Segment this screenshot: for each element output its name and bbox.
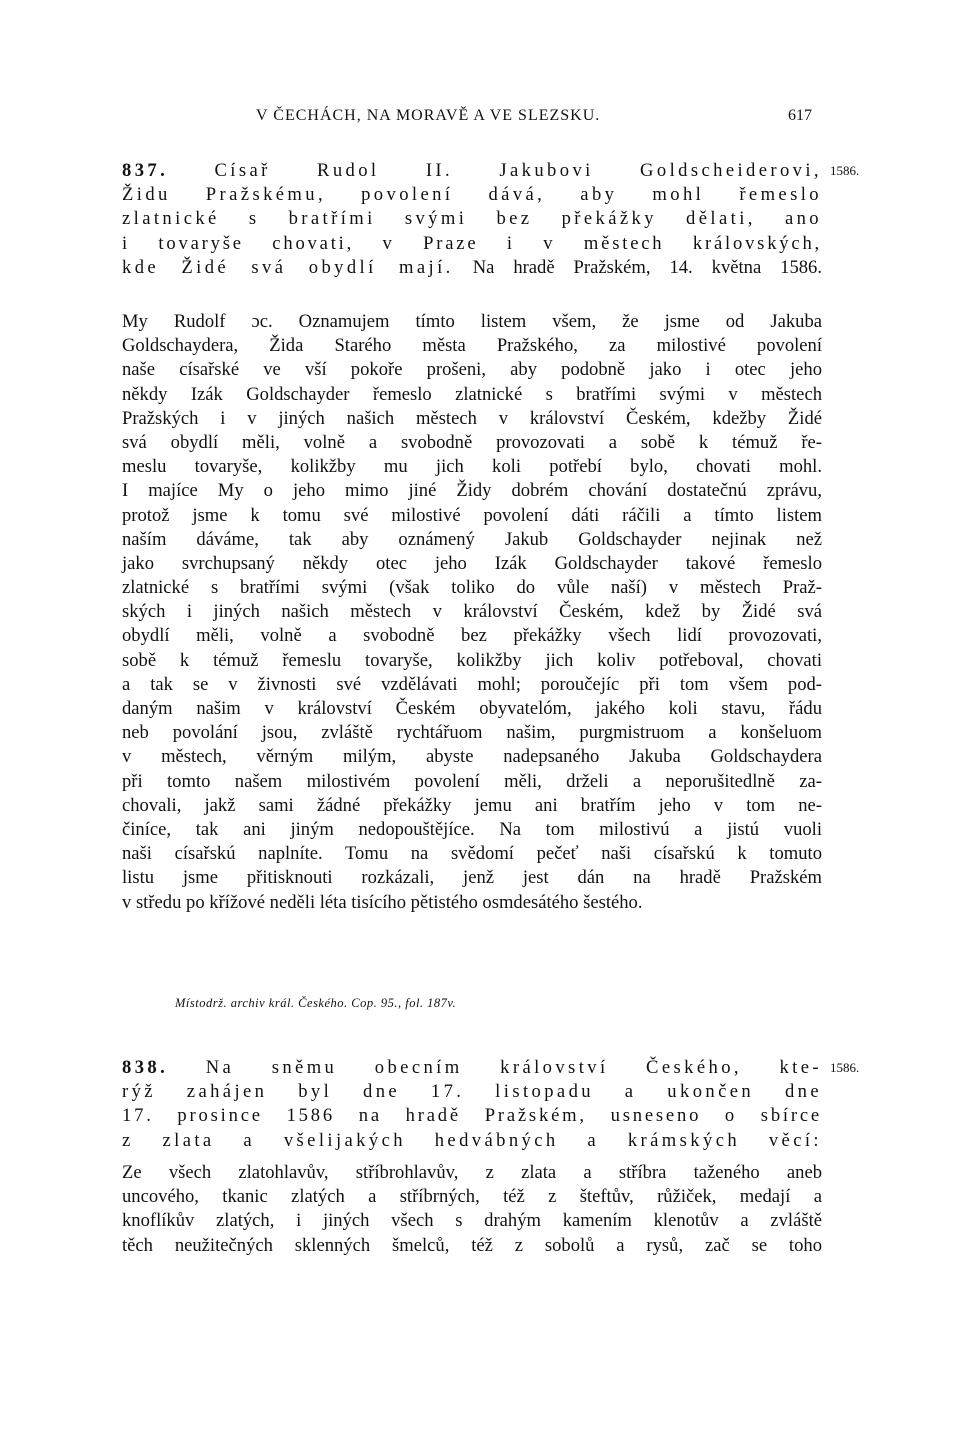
body-line: chovali, jakž sami žádné překážky jemu ani bratřím jeho v tom ne- (122, 794, 822, 816)
body-line: při tomto našem milostivém povolení měli, drželi a neporušitedlně za- (122, 770, 822, 792)
heading-text: Císař Rudol II. Jakubovi Goldscheiderovi, (214, 160, 822, 181)
body-line: těch neužitečných sklenných šmelců, též z sobolů a rysů, zač se toho (122, 1234, 822, 1256)
heading-line: z zlata a všelijakých hedvábných a krámských věcí: (122, 1129, 822, 1151)
body-line: naši císařskú naplníte. Tomu na svědomí pečeť naši císařskú k tomuto (122, 843, 822, 865)
body-line: v městech, věrným milým, abyste nadepsaného Jakuba Goldschaydera (122, 746, 822, 768)
heading-line: i tovaryše chovati, v Praze i v městech královských, (122, 232, 822, 254)
margin-year-837: 1586. (830, 163, 860, 178)
heading-spaced-text: kde Židé svá obydlí mají. (122, 256, 454, 278)
body-line: I majíce My o jeho mimo jiné Židy dobrém chování dostatečnú zprávu, (122, 480, 822, 502)
body-line: protož jsme k tomu své milostivé povolení dáti ráčili a tímto listem (122, 504, 822, 526)
page-number: 617 (788, 107, 812, 124)
body-line: Goldschaydera, Žida Starého města Pražského, za milostivé povolení (122, 335, 822, 357)
body-line: My Rudolf ɔc. Oznamujem tímto listem všem, že jsme od Jakuba (122, 311, 822, 332)
body-line: Ze všech zlatohlavův, stříbrohlavův, z zlata a stříbra taženého aneb (122, 1162, 822, 1183)
body-line: neb povolání jsou, zvláště rychtářuom našim, purgmistruom a konšeluom (122, 722, 822, 744)
doc-number: 838. (122, 1057, 169, 1078)
body-line: uncového, tkanic zlatých a stříbrných, též z šteftův, růžiček, medají a (122, 1186, 822, 1208)
body-line: zlatnické s bratřími svými (však toliko do vůle naší) v městech Praž- (122, 577, 822, 599)
body-line: činíce, tak ani jiným nedopouštějíce. Na tom milostivú a jistú vuoli (122, 818, 822, 840)
body-line: meslu tovaryše, kolikžby mu jich koli potřebí bylo, chovati mohl. (122, 456, 822, 478)
body-line: svá obydlí měli, volně a svobodně provozovati a sobě k témuž ře- (122, 431, 822, 453)
heading-line: rýž zahájen byl dne 17. listopadu a ukončen dne (122, 1081, 822, 1103)
body-line: sobě k témuž řemeslu tovaryše, kolikžby jich koliv potřeboval, chovati (122, 649, 822, 671)
running-header (0, 107, 960, 131)
body-line: a tak se v živnosti své vzdělávati mohl; poroučejíc při tom všem pod- (122, 673, 822, 695)
heading-line (122, 1056, 822, 1080)
doc-number: 837. (122, 160, 169, 181)
body-line: knoflíkův zlatých, i jiných všech s drahým kamením klenotův a zvláště (122, 1210, 822, 1232)
body-line: daným našim v království Českém obyvatelóm, jakého koli stavu, řádu (122, 698, 822, 719)
body-line: ských i jiných našich městech v království Českém, kdež by Židé svá (122, 601, 822, 623)
body-line: někdy Izák Goldschayder řemeslo zlatnické s bratřími svými v městech (122, 383, 822, 405)
margin-year-838: 1586. (830, 1060, 860, 1075)
doc-838-body (122, 1161, 822, 1258)
doc-837-heading (122, 159, 822, 280)
running-title: V ČECHÁCH, NA MORAVĚ A VE SLEZSKU. (256, 107, 601, 124)
heading-line: Židu Pražskému, povolení dává, aby mohl řemeslo (122, 184, 822, 206)
source-citation: Místodrž. archiv král. Českého. Cop. 95., fol. 187v. (175, 996, 457, 1010)
body-line: Pražských i v jiných našich městech v království Českém, kdežby Židé (122, 407, 822, 429)
heading-line (122, 256, 822, 280)
heading-line: zlatnické s bratřími svými bez překážky dělati, ano (122, 208, 822, 230)
body-line: naším dáváme, tak aby oznámený Jakub Goldschayder nejinak než (122, 528, 822, 550)
heading-line (122, 159, 822, 183)
body-line: naše císařské ve vší pokoře prošeni, aby podobně jako i otec jeho (122, 359, 822, 381)
heading-date: Na hradě Pražském, 14. května 1586. (472, 256, 822, 278)
body-line-last: v středu po křížové neděli léta tisícího pětistého osmdesátého šestého. (122, 891, 643, 913)
doc-837-body (122, 310, 822, 915)
body-line: jako svrchupsaný někdy otec jeho Izák Goldschayder takové řemeslo (122, 552, 822, 574)
heading-text: Na sněmu obecním království Českého, kte- (205, 1057, 822, 1078)
heading-line: 17. prosince 1586 na hradě Pražském, usneseno o sbírce (122, 1105, 822, 1127)
doc-838-heading (122, 1056, 822, 1153)
body-line: obydlí měli, volně a svobodně bez překážky všech lidí provozovati, (122, 625, 822, 647)
body-line: listu jsme přitisknouti rozkázali, jenž jest dán na hradě Pražském (122, 867, 822, 889)
